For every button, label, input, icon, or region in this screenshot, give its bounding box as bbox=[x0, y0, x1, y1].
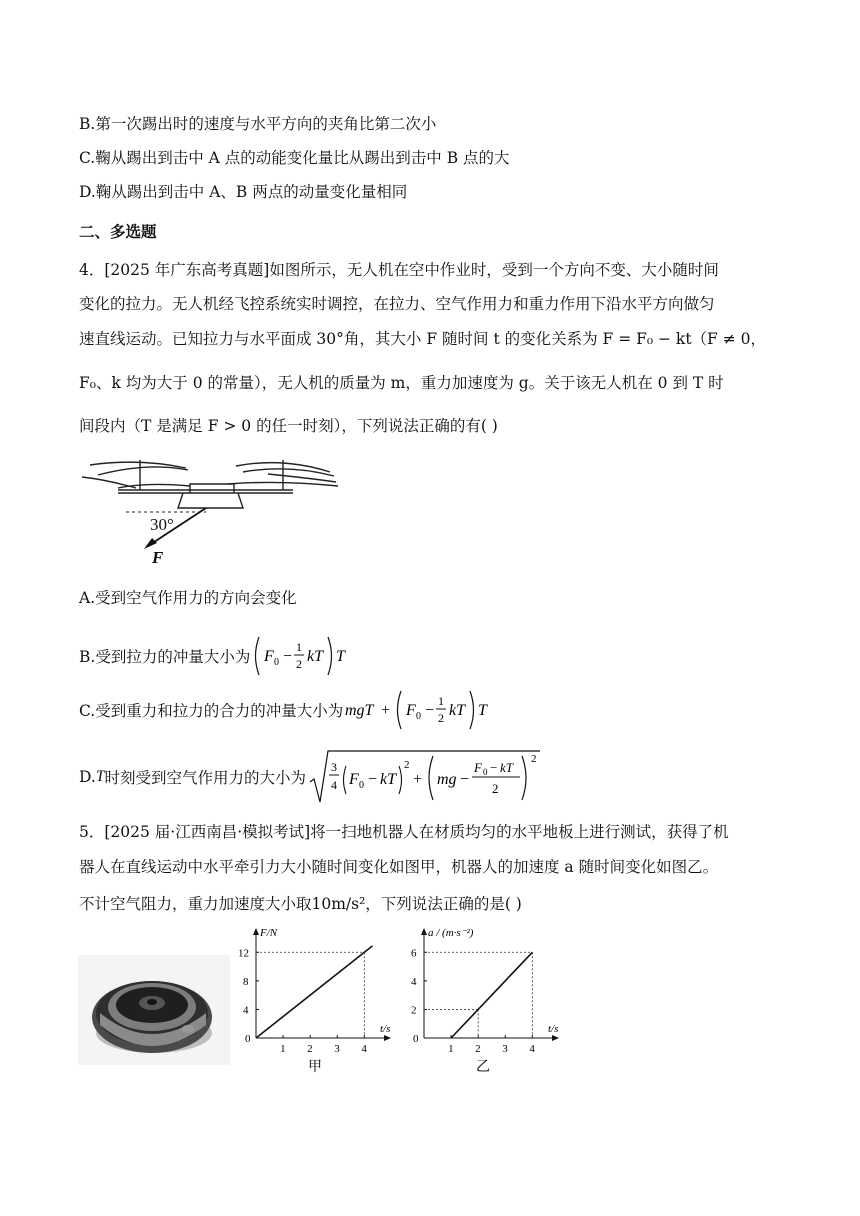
y-axis-arrow bbox=[421, 928, 427, 935]
q4-option-d-prefix: D. bbox=[79, 768, 96, 786]
angle-label: 30° bbox=[150, 515, 174, 534]
x-tick-label: 2 bbox=[307, 1043, 313, 1055]
q4-option-b bbox=[79, 634, 352, 678]
q4-option-d bbox=[79, 748, 543, 806]
q4-option-c bbox=[79, 688, 505, 732]
chart-caption: 甲 bbox=[308, 1060, 322, 1075]
svg-text:mgT: mgT bbox=[345, 702, 374, 719]
drone-figure bbox=[78, 450, 348, 570]
robot-vacuum-image bbox=[78, 955, 230, 1065]
x-tick-label: 1 bbox=[280, 1043, 286, 1055]
svg-text:−: − bbox=[425, 702, 435, 719]
y-tick-label: 6 bbox=[411, 947, 417, 960]
q3-option-c: C.鞠从踢出到击中 A 点的动能变化量比从踢出到击中 B 点的大 bbox=[79, 149, 510, 167]
svg-text:3: 3 bbox=[330, 760, 337, 774]
x-tick-label: 1 bbox=[448, 1043, 454, 1055]
svg-text:1: 1 bbox=[438, 694, 445, 708]
q4-option-c-formula bbox=[345, 688, 505, 732]
section-title: 二、多选题 bbox=[79, 223, 157, 241]
q4-option-b-text: B.受到拉力的冲量大小为 bbox=[79, 648, 251, 666]
x-tick-label: 2 bbox=[475, 1043, 481, 1055]
force-label: F bbox=[152, 548, 164, 567]
q4-option-d-text: 时刻受到空气作用力的大小为 bbox=[104, 769, 306, 787]
svg-text:T: T bbox=[478, 702, 488, 719]
q5-line-1: 5．[2025 届·江西南昌·模拟考试]将一扫地机器人在材质均匀的水平地板上进行测试，获得了机 bbox=[79, 823, 729, 841]
x-tick-label: 4 bbox=[529, 1043, 535, 1055]
svg-text:+: + bbox=[412, 771, 422, 788]
svg-text:0: 0 bbox=[482, 767, 488, 777]
svg-text:0: 0 bbox=[358, 780, 364, 791]
svg-text:mg: mg bbox=[436, 771, 457, 788]
y-tick-label: 12 bbox=[238, 947, 249, 960]
q4-line-2: 变化的拉力。无人机经飞控系统实时调控，在拉力、空气作用力和重力作用下沿水平方向做匀 bbox=[79, 295, 715, 313]
q4-line-4: F₀、k 均为大于 0 的常量），无人机的质量为 m，重力加速度为 g。关于该无人机在 0 到 T 时 bbox=[79, 374, 724, 392]
svg-text:kT: kT bbox=[449, 702, 466, 719]
origin-label: 0 bbox=[413, 1033, 419, 1045]
svg-text:4: 4 bbox=[330, 778, 337, 792]
svg-text:kT: kT bbox=[379, 771, 396, 788]
svg-text:F: F bbox=[348, 771, 359, 788]
q4-line-1: 4．[2025 年广东高考真题]如图所示，无人机在空中作业时，受到一个方向不变、大小随时间 bbox=[79, 261, 719, 279]
chart-caption: 乙 bbox=[476, 1060, 490, 1075]
series-line bbox=[256, 946, 372, 1038]
x-tick-label: 3 bbox=[334, 1043, 340, 1055]
q4-option-d-formula bbox=[308, 748, 543, 806]
q5-line-3: 不计空气阻力，重力加速度大小取10m/s²，下列说法正确的是( ) bbox=[79, 895, 522, 913]
svg-text:2: 2 bbox=[491, 781, 499, 796]
svg-text:F: F bbox=[406, 702, 417, 719]
q4-option-c-text: C.受到重力和拉力的合力的冲量大小为 bbox=[79, 702, 344, 720]
svg-text:2: 2 bbox=[296, 657, 303, 671]
x-tick-label: 3 bbox=[502, 1043, 508, 1055]
y-axis-label: F/N bbox=[260, 928, 278, 939]
svg-text:2: 2 bbox=[530, 753, 537, 765]
x-axis-arrow bbox=[384, 1035, 391, 1041]
y-tick-label: 8 bbox=[243, 975, 249, 988]
y-tick-label: 2 bbox=[411, 1004, 417, 1017]
q3-option-b: B.第一次踢出时的速度与水平方向的夹角比第二次小 bbox=[79, 115, 437, 133]
y-tick-label: 4 bbox=[243, 1004, 249, 1017]
svg-text:kT: kT bbox=[307, 648, 324, 665]
chart-yi bbox=[400, 928, 568, 1078]
q3-option-d: D.鞠从踢出到击中 A、B 两点的动量变化量相同 bbox=[79, 183, 408, 201]
svg-text:−: − bbox=[459, 771, 469, 788]
q4-option-a: A.受到空气作用力的方向会变化 bbox=[79, 589, 297, 607]
q4-line-5: 间段内（T 是满足 F > 0 的任一时刻），下列说法正确的有( ) bbox=[79, 417, 498, 435]
svg-text:1: 1 bbox=[296, 640, 303, 654]
svg-text:0: 0 bbox=[416, 711, 422, 722]
q4-option-b-formula bbox=[252, 634, 352, 678]
svg-text:2: 2 bbox=[403, 759, 410, 771]
svg-text:F: F bbox=[473, 760, 482, 775]
chart-jia bbox=[232, 928, 400, 1078]
x-tick-label: 4 bbox=[361, 1043, 367, 1055]
q4-option-d-t: T bbox=[95, 768, 105, 785]
x-axis-arrow bbox=[552, 1035, 559, 1041]
svg-text:kT: kT bbox=[499, 760, 513, 775]
svg-text:0: 0 bbox=[274, 657, 280, 668]
x-axis-label: t/s bbox=[548, 1023, 559, 1035]
svg-text:+: + bbox=[381, 702, 391, 719]
y-axis-label: a / (m·s⁻²) bbox=[428, 928, 474, 939]
svg-text:−: − bbox=[283, 648, 293, 665]
svg-text:T: T bbox=[336, 648, 346, 665]
y-axis-arrow bbox=[253, 928, 259, 935]
svg-text:−: − bbox=[489, 760, 498, 775]
y-tick-label: 4 bbox=[411, 975, 417, 988]
svg-text:−: − bbox=[367, 771, 377, 788]
q5-line-2: 器人在直线运动中水平牵引力大小随时间变化如图甲，机器人的加速度 a 随时间变化如图乙。 bbox=[79, 858, 719, 876]
origin-label: 0 bbox=[245, 1033, 251, 1045]
q4-line-3: 速直线运动。已知拉力与水平面成 30°角，其大小 F 随时间 t 的变化关系为 F = F₀ − kt（F ≠ 0， bbox=[79, 330, 767, 348]
series-line bbox=[451, 952, 532, 1038]
svg-text:2: 2 bbox=[438, 711, 445, 725]
x-axis-label: t/s bbox=[380, 1023, 391, 1035]
svg-text:F: F bbox=[264, 648, 275, 665]
